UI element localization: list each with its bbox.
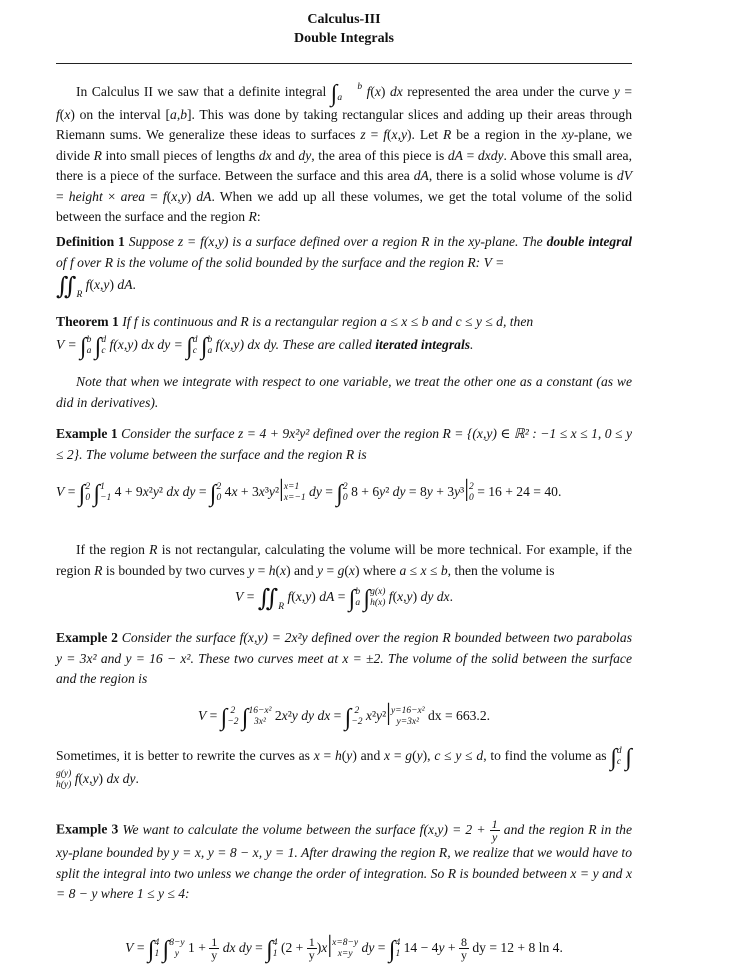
note-paragraph: Note that when we integrate with respect to one variable, we treat the other one as a constant (as we did in derivatives). (56, 374, 632, 410)
example-3: Example 3 We want to calculate the volume between the surface f(x,y) = 2 + $\frac{1}{y}$ and the region R in the xy-plane bounded by y = x, y = 8 − x, y = 1. After drawing the region R, we realize that we would have to split the integral into two unless we change the order of integration. So R is bounded between x = y and x = 8 − y where 1 ≤ y ≤ 4: (56, 817, 632, 901)
definition-label: Definition 1 (56, 234, 125, 249)
example-2-label: Example 2 (56, 630, 118, 645)
example-3-label: Example 3 (56, 821, 119, 837)
example-2-result: dx = 663.2. (427, 708, 491, 723)
example-1-label: Example 1 (56, 426, 118, 441)
swap-paragraph: Sometimes, it is better to rewrite the curves as x = h(y) and x = g(y), c ≤ y ≤ d, to find the volume as ∫d c ∫g(y) h(y) f(x,y) dx dy. (56, 745, 632, 790)
example-1-result: = 16 + 24 = 40. (477, 484, 562, 499)
nonrect-equation: $V = ∬_R$ f(x,y) dA = ∫b a ∫g(x) h(x) f(x,y) dy dx. (235, 586, 453, 612)
definition-1: Definition 1 Suppose z = f(x,y) is a surface defined over a region R in the xy-plane. The double integral of f over R is the volume of the solid bounded by the surface and the region R: V = $∬_R$ f(x,y) dA. (56, 234, 633, 300)
theorem-1: Theorem 1 If f is continuous and R is a rectangular region a ≤ x ≤ b and c ≤ y ≤ d, then V = ∫b a ∫d c f(x,y) dx dy = ∫d c ∫b a f(x,y) dx dy. These are called iterated integrals. (56, 314, 534, 360)
nonrect-paragraph: If the region R is not rectangular, calculating the volume will be more technical. For example, if the region R is bounded by two curves y = h(x) and y = g(x) where a ≤ x ≤ b, then the volume is (56, 542, 632, 578)
header-rule (56, 63, 632, 64)
topic-title: Double Integrals (294, 31, 394, 46)
example-2: Example 2 Consider the surface f(x,y) = 2x²y defined over the region R bounded between two parabolas y = 3x² and y = 16 − x². These two curves meet at x = ±2. The volume of the solid between the surface and the region is (56, 630, 632, 686)
example-3-equation: V = ∫4 1 ∫8−y y 1 + $\frac{1}{y}$ dx dy = ∫4 1 (2 + $\frac{1}{y}$ )x|x=8−y x=y dy = ∫4 1 14 − 4y + $\frac{8}{y}$ dy = 12 + 8 ln 4. (125, 932, 563, 963)
course-title: Calculus-III (307, 12, 381, 27)
example-1: Example 1 Consider the surface z = 4 + 9x²y² defined over the region R = {(x,y) ∈ ℝ² : −1 ≤ x ≤ 1, 0 ≤ y ≤ 2}. The volume between the surface and the region R is (56, 426, 632, 462)
example-3-result: dy = 12 + 8 ln 4. (472, 940, 563, 955)
document-header (56, 10, 632, 48)
intro-paragraph: In Calculus II we saw that a definite integral ∫ b a f(x) dx represented the area under the curve y = f(x) on the interval [a,b]. This was done by taking rectangular slices and adding up their areas through Riemann sums. We generalize these ideas to surfaces z = f(x,y). Let R be a region in the xy-plane, we divide R into small pieces of lengths dx and dy, the area of this piece is dA = dxdy. Above this small area, there is a piece of the surface. Between the surface and this area dA, there is a solid whose volume is dV = height × area = f(x,y) dA. When we add up all these volumes, we get the total volume of the solid between the surface and the region R: (56, 81, 632, 225)
example-1-equation: V = ∫2 0 ∫1 −1 4 + 9x²y² dx dy = ∫2 0 4x + 3x³y²|x=1 x=−1 dy = ∫2 0 8 + 6y² dy = 8y + 3y³|2 0 = 16 + 24 = 40. (56, 476, 562, 507)
theorem-label: Theorem 1 (56, 314, 119, 329)
example-2-equation: V = ∫ 2 −2 ∫16−x² 3x² 2x²y dy dx = ∫ 2 −2 x²y²|y=16−x² y=3x² dx = 663.2. (197, 700, 491, 731)
